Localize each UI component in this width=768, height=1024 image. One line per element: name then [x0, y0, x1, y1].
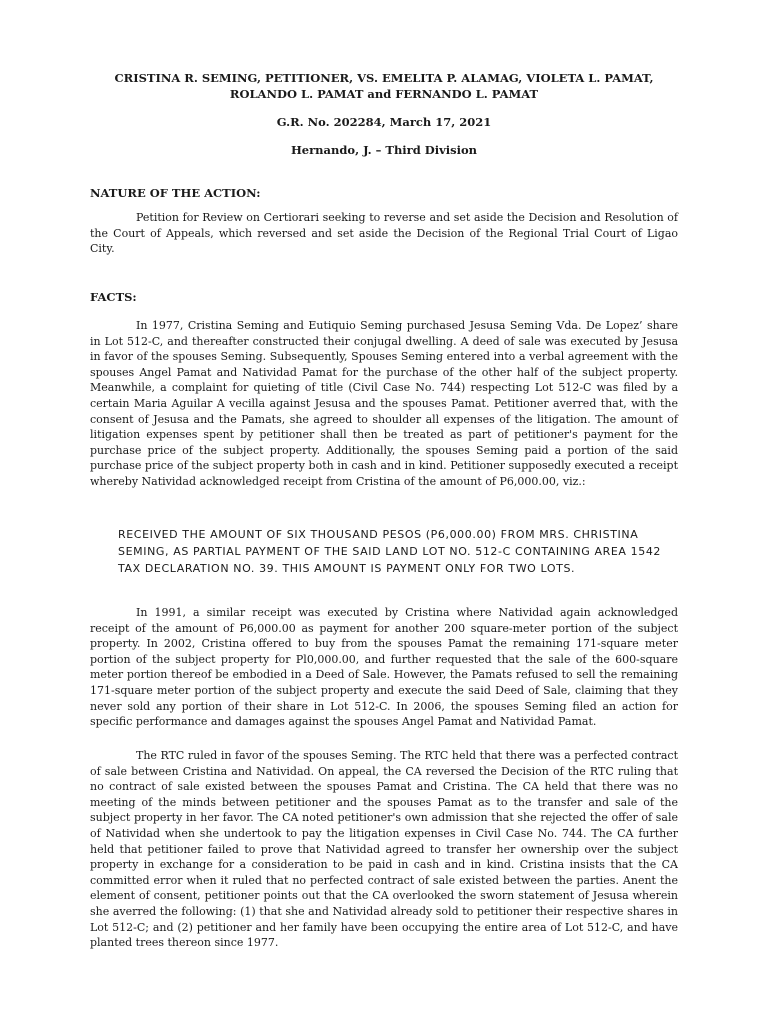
nature-heading: NATURE OF THE ACTION:: [90, 186, 261, 200]
case-title: CRISTINA R. SEMING, PETITIONER, VS. EMELITA P. ALAMAG, VIOLETA L. PAMAT, ROLANDO L. PAMAT and FERNANDO L. PAMAT: [114, 71, 654, 101]
facts-heading: FACTS:: [90, 290, 137, 304]
receipt-quote: RECEIVED THE AMOUNT OF SIX THOUSAND PESOS (P6,000.00) FROM MRS. CHRISTINA SEMING, AS PARTIAL PAYMENT OF THE SAID LAND LOT NO. 512-C CONTAINING AREA 1542 TAX DECLARATION NO. 39. THIS AMOUNT IS PAYMENT ONLY FOR TWO LOTS.: [118, 528, 662, 575]
facts-paragraph-2: In 1991, a similar receipt was executed by Cristina where Natividad again acknowledged receipt of the amount of P6,000.00 as payment for another 200 square-meter portion of the subject property. In 2002, Cristina offered to buy from the spouses Pamat the remaining 171-square meter portion of the subject property for Pl0,000.00, and further requested that the sale of the 600-square meter portion thereof be embodied in a Deed of Sale. However, the Pamats refused to sell the remaining 171-square meter portion of the subject property and execute the said Deed of Sale, claiming that they never sold any portion of their share in Lot 512-C. In 2006, the spouses Seming filed an action for specific performance and damages against the spouses Angel Pamat and Natividad Pamat.: [90, 606, 678, 729]
gr-number: G.R. No. 202284, March 17, 2021: [276, 115, 492, 129]
nature-paragraph: Petition for Review on Certiorari seeking to reverse and set aside the Decision and Resolution of the Court of Appeals, which reversed and set aside the Decision of the Regional Trial Court of Ligao City.: [90, 211, 678, 256]
facts-paragraph-3: The RTC ruled in favor of the spouses Seming. The RTC held that there was a perfected contract of sale between Cristina and Natividad. On appeal, the CA reversed the Decision of the RTC ruling that no contract of sale existed between the spouses Pamat and Cristina. The CA held that there was no meeting of the minds between petitioner and the spouses Pamat as to the transfer and sale of the subject property in her favor. The CA noted petitioner's own admission that she rejected the offer of sale of Natividad when she undertook to pay the litigation expenses in Civil Case No. 744. The CA further held that petitioner failed to prove that Natividad agreed to transfer her ownership over the subject property in exchange for a consideration to be paid in cash and in kind. Cristina insists that the CA committed error when it ruled that no perfected contract of sale existed between the parties. Anent the element of consent, petitioner points out that the CA overlooked the sworn statement of Jesusa wherein she averred the following: (1) that she and Natividad already sold to petitioner their respective shares in Lot 512-C; and (2) petitioner and her family have been occupying the entire area of Lot 512-C, and have planted trees thereon since 1977.: [90, 749, 678, 950]
ponente-line: Hernando, J. – Third Division: [290, 143, 478, 157]
facts-paragraph-1: In 1977, Cristina Seming and Eutiquio Seming purchased Jesusa Seming Vda. De Lopez’ share in Lot 512-C, and thereafter constructed their conjugal dwelling. A deed of sale was executed by Jesusa in favor of the spouses Seming. Subsequently, Spouses Seming entered into a verbal agreement with the spouses Angel Pamat and Natividad Pamat for the purchase of the other half of the subject property. Meanwhile, a complaint for quieting of title (Civil Case No. 744) respecting Lot 512-C was filed by a certain Maria Aguilar A vecilla against Jesusa and the spouses Pamat. Petitioner averred that, with the consent of Jesusa and the Pamats, she agreed to shoulder all expenses of the litigation. The amount of litigation expenses spent by petitioner shall then be treated as part of petitioner's payment for the purchase price of the subject property. Additionally, the spouses Seming paid a portion of the said purchase price of the subject property both in cash and in kind. Petitioner supposedly executed a receipt whereby Natividad acknowledged receipt from Cristina of the amount of P6,000.00, viz.:: [90, 319, 678, 488]
